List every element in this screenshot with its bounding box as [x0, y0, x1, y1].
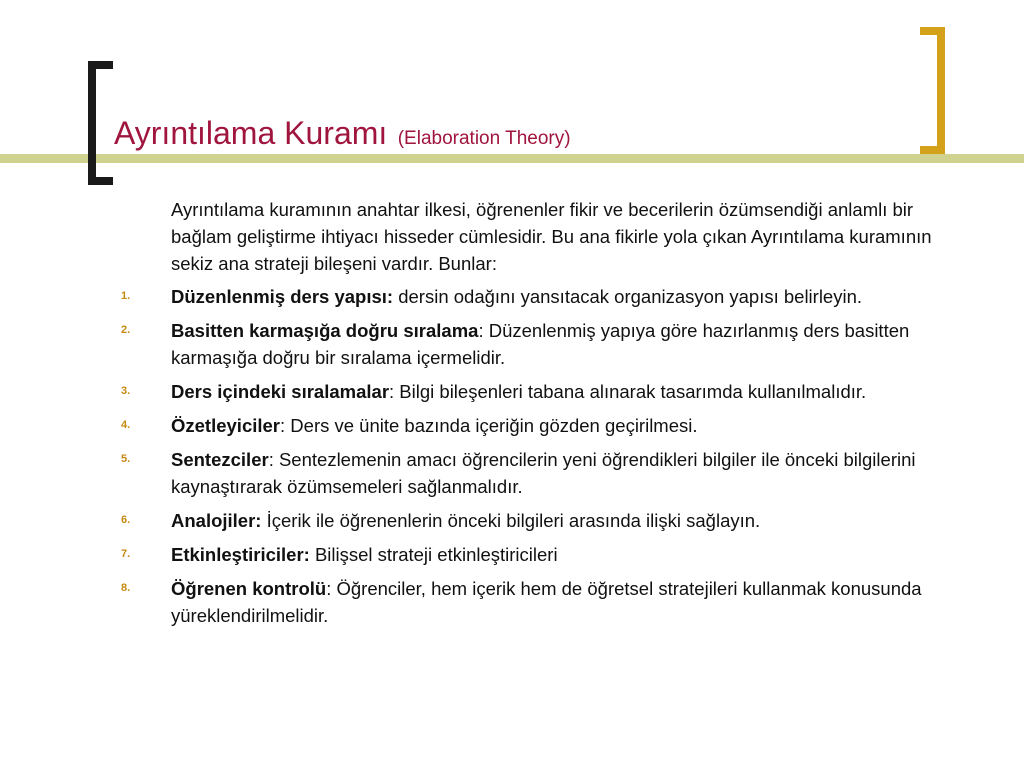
list-item-term: Sentezciler [171, 449, 269, 470]
list-item-term: Analojiler: [171, 510, 262, 531]
list-number: 5. [121, 453, 131, 465]
list-number: 2. [121, 324, 131, 336]
list-item-term: Basitten karmaşığa doğru sıralama [171, 320, 479, 341]
slide-body [118, 196, 968, 636]
title-main-text: Ayrıntılama Kuramı [114, 115, 388, 151]
intro-paragraph: Ayrıntılama kuramının anahtar ilkesi, öğrenenler fikir ve becerilerin özümsendiği anlamlı bir bağlam geliştirme ihtiyacı hisseder cümlesidir. Bu ana fikirle yola çıkan Ayrıntılama kuramının sekiz ana strateji bileşeni vardır. Bunlar: [171, 199, 932, 274]
list-item-term: Ders içindeki sıralamalar [171, 381, 390, 402]
slide-title [114, 114, 577, 152]
list-number: 7. [121, 548, 131, 560]
list-number: 1. [121, 290, 131, 302]
list-item-text: : Bilgi bileşenleri tabana alınarak tasarımda kullanılmalıdır. [389, 381, 867, 402]
list-item [118, 412, 966, 439]
list-item [118, 446, 966, 500]
right-bracket-decoration [920, 27, 945, 154]
list-item-text: : Düzenlenmiş yapıya göre hazırlanmış ders basitten karmaşığa doğru bir sıralama içermelidir. [171, 320, 910, 368]
list-number: 3. [121, 385, 131, 397]
list-item-text: : Sentezlemenin amacı öğrencilerin yeni öğrendikleri bilgiler ile önceki bilgilerini kaynaştırarak özümsemeleri sağlanmalıdır. [171, 449, 916, 497]
list-item-term: Öğrenen kontrolü [171, 578, 327, 599]
list-item-text: Bilişsel strateji etkinleştiricileri [309, 544, 558, 565]
left-bracket-decoration [88, 61, 113, 185]
list-item-text: dersin odağını yansıtacak organizasyon yapısı belirleyin. [393, 286, 863, 307]
list-item [118, 378, 966, 405]
title-subtitle-text: (Elaboration Theory) [397, 128, 571, 149]
list-item-term: Etkinleştiriciler: [171, 544, 310, 565]
list-number: 8. [121, 582, 131, 594]
list-item-text: : Öğrenciler, hem içerik hem de öğretsel stratejileri kullanmak konusunda yüreklendirilmelidir. [171, 578, 922, 626]
list-item-text: İçerik ile öğrenenlerin önceki bilgileri arasında ilişki sağlayın. [261, 510, 761, 531]
list-item [118, 507, 966, 534]
list-item-term: Düzenlenmiş ders yapısı: [171, 286, 394, 307]
list-item-term: Özetleyiciler [171, 415, 281, 436]
list-number: 4. [121, 419, 131, 431]
title-divider-line [0, 154, 1024, 163]
list-number: 6. [121, 514, 131, 526]
list-item [118, 575, 966, 629]
list-item [118, 283, 966, 310]
list-item [118, 317, 966, 371]
list-item [118, 541, 966, 568]
list-item-text: : Ders ve ünite bazında içeriğin gözden geçirilmesi. [280, 415, 698, 436]
